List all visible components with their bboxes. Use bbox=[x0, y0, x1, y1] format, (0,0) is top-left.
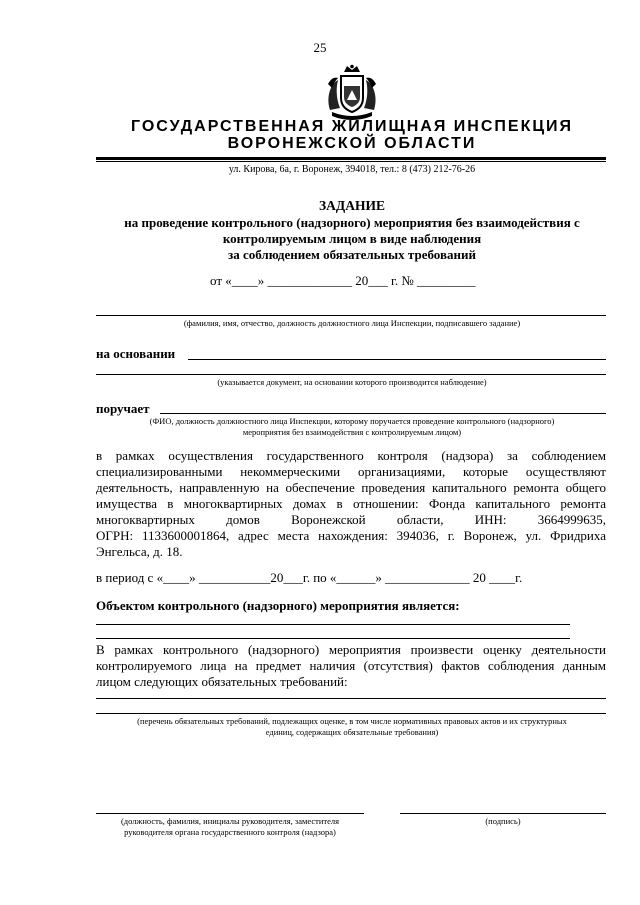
page-number: 25 bbox=[313, 40, 327, 55]
object-heading: Объектом контрольного (надзорного) мероприятия является: bbox=[96, 598, 460, 613]
body-line: имущества в многоквартирных домах в отношении: Фонда капитального ремонта bbox=[96, 496, 606, 511]
basis-line[interactable] bbox=[188, 359, 606, 360]
body-line: ОГРН: 1133600001864, адрес места нахождения: 394036, г. Воронеж, ул. Фридриха bbox=[96, 528, 606, 543]
organization-name: ГОСУДАРСТВЕННАЯ ЖИЛИЩНАЯ ИНСПЕКЦИЯ bbox=[130, 118, 574, 135]
requirements-line-1[interactable] bbox=[96, 698, 606, 699]
assessment-line: В рамках контрольного (надзорного) мероприятия произвести оценку деятельности bbox=[96, 642, 606, 657]
body-paragraph bbox=[96, 448, 606, 560]
position-caption-2: руководителя органа государственного контроля (надзора) bbox=[124, 827, 336, 837]
document-subtitle-line3: за соблюдением обязательных требований bbox=[228, 247, 476, 262]
body-line: специализированными некоммерческими организациями, которые осуществляют bbox=[96, 464, 606, 479]
body-line: в рамках осуществления государственного контроля (надзора) за соблюдением bbox=[96, 448, 606, 463]
document-title: ЗАДАНИЕ bbox=[319, 198, 385, 213]
body-line: многоквартирных домов Воронежской области, ИНН: 3664999635, bbox=[96, 512, 606, 527]
header-rule bbox=[96, 157, 606, 160]
basis-label: на основании bbox=[96, 346, 176, 361]
signer-line[interactable] bbox=[96, 315, 606, 316]
assessment-line: лицом следующих обязательных требований: bbox=[96, 674, 348, 689]
requirements-caption-2: единиц, содержащих обязательные требования) bbox=[265, 727, 439, 737]
basis-caption: (указывается документ, на основании которого производится наблюдение) bbox=[217, 377, 487, 387]
document-subtitle-line1: на проведение контрольного (надзорного) мероприятия без взаимодействия с bbox=[124, 215, 580, 230]
signer-caption: (фамилия, имя, отчество, должность должностного лица Инспекции, подписавшего задание) bbox=[183, 318, 521, 328]
organization-region: ВОРОНЕЖСКОЙ ОБЛАСТИ bbox=[227, 135, 477, 152]
document-subtitle-line2: контролируемым лицом в виде наблюдения bbox=[222, 231, 482, 246]
object-line-1[interactable] bbox=[96, 624, 570, 625]
position-caption-1: (должность, фамилия, инициалы руководителя, заместителя bbox=[120, 816, 340, 826]
requirements-line-2[interactable] bbox=[96, 713, 606, 714]
object-line-2[interactable] bbox=[96, 638, 570, 639]
requirements-caption-1: (перечень обязательных требований, подлежащих оценке, в том числе нормативных правовых актов и их структурных bbox=[137, 716, 567, 726]
basis-line-2[interactable] bbox=[96, 374, 606, 375]
date-number-line[interactable]: от «____» _____________ 20___ г. № _________ bbox=[210, 273, 476, 288]
period-line[interactable]: в период с «____» ___________20___г. по «______» _____________ 20 ____г. bbox=[96, 570, 523, 585]
assignee-caption-1: (ФИО, должность должностного лица Инспекции, которому поручается проведение контрольного (надзорного) bbox=[149, 416, 555, 426]
signature-caption: (подпись) bbox=[485, 816, 521, 826]
assessment-paragraph bbox=[96, 642, 606, 690]
header-rule-thin bbox=[96, 161, 606, 162]
body-line: Энгельса, д. 18. bbox=[96, 544, 183, 559]
assessment-line: контролируемого лица на предмет наличия (отсутствия) фактов соблюдения данным bbox=[96, 658, 606, 673]
coat-of-arms-icon bbox=[322, 64, 382, 124]
body-line: деятельность, направленную на обеспечение проведения капитального ремонта общего bbox=[96, 480, 606, 495]
assignee-caption-2: мероприятия без взаимодействия с контролируемым лицом) bbox=[242, 427, 462, 437]
position-line[interactable] bbox=[96, 813, 364, 814]
organization-address: ул. Кирова, 6а, г. Воронеж, 394018, тел.: 8 (473) 212-76-26 bbox=[228, 164, 476, 175]
assigns-label: поручает bbox=[96, 401, 150, 416]
signature-line[interactable] bbox=[400, 813, 606, 814]
assignee-line[interactable] bbox=[160, 413, 606, 414]
